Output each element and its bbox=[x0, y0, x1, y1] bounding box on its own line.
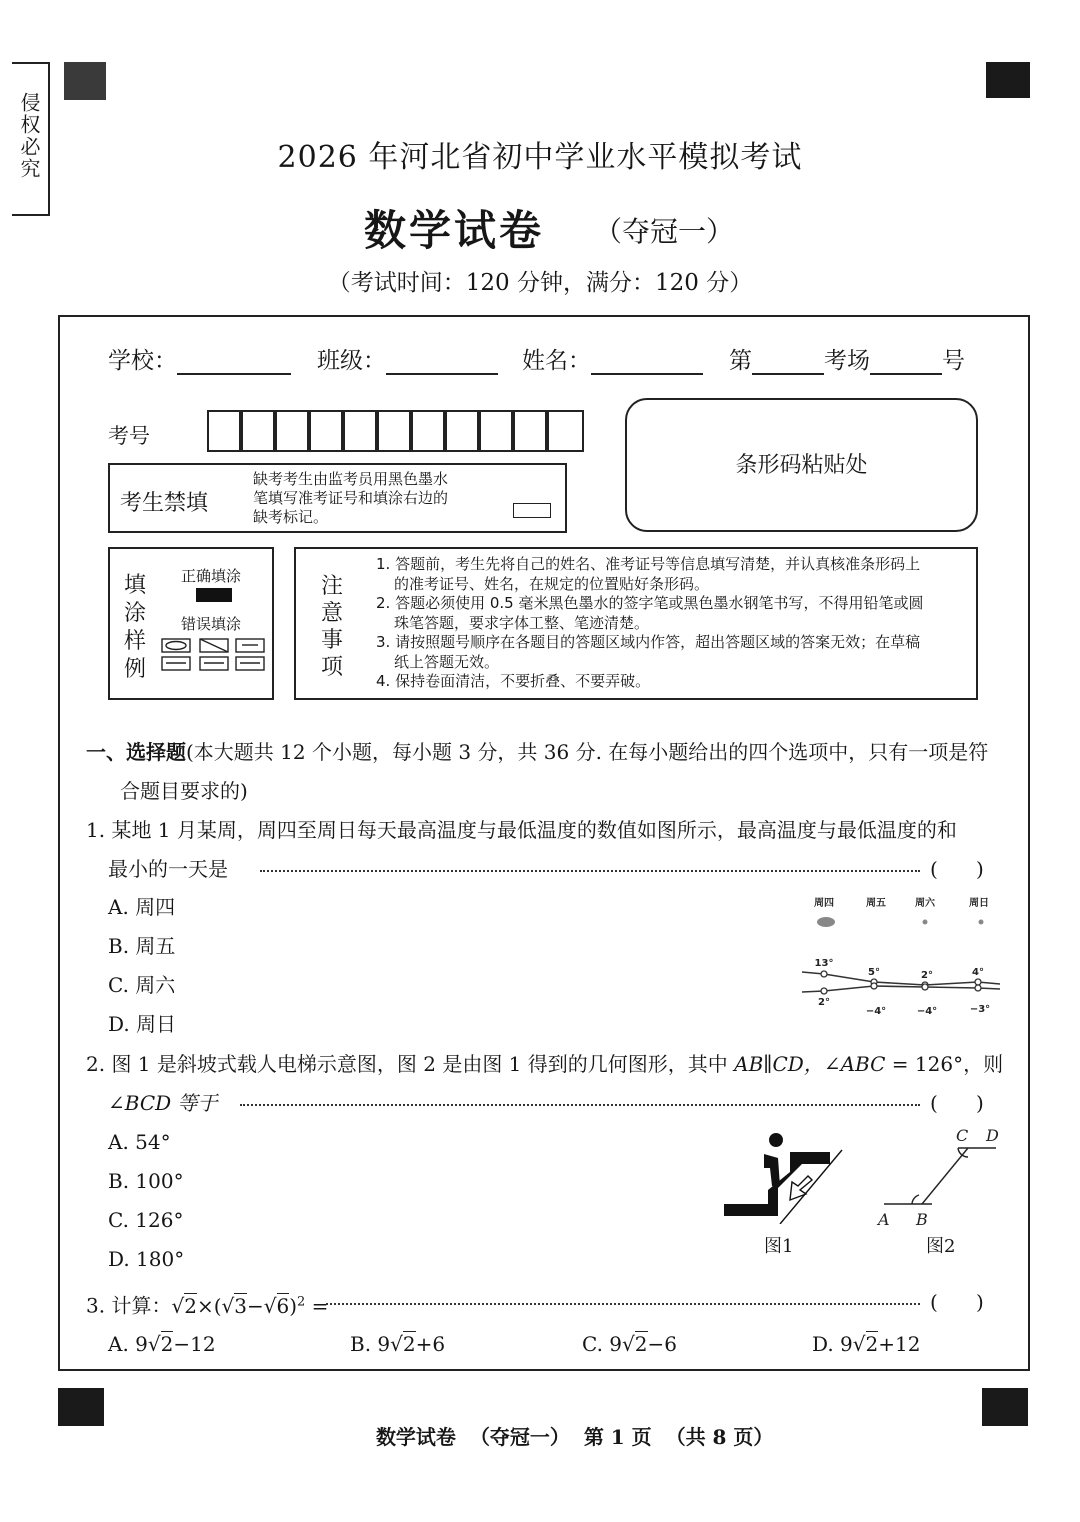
exam-number-cell[interactable] bbox=[275, 410, 309, 452]
correct-fill-example bbox=[196, 588, 232, 602]
q3-answer-paren[interactable]: ( ) bbox=[930, 1290, 984, 1314]
q2-option-c[interactable]: C. 126° bbox=[108, 1208, 184, 1232]
cloud-icon bbox=[817, 917, 835, 927]
q1-temperature-figure bbox=[796, 890, 1006, 1020]
q3-option-b[interactable]: B. 9√2+6 bbox=[350, 1332, 446, 1356]
page-footer bbox=[362, 1397, 773, 1450]
forbidden-note bbox=[253, 470, 448, 527]
q1-leader-dots bbox=[260, 870, 920, 872]
class-label: 班级： bbox=[317, 348, 386, 374]
q2-answer-paren[interactable]: ( ) bbox=[930, 1091, 984, 1115]
registration-mark-bottom-right bbox=[982, 1388, 1028, 1426]
q3-option-d-tail: +12 bbox=[878, 1332, 921, 1356]
forbidden-title: 考生禁填 bbox=[120, 491, 209, 516]
notice-line: 珠笔答题，要求字体工整、笔迹清楚。 bbox=[394, 613, 650, 632]
school-field[interactable] bbox=[177, 347, 291, 375]
q2-option-b[interactable]: B. 100° bbox=[108, 1169, 184, 1193]
notice-char: 事 bbox=[321, 628, 344, 653]
section-heading bbox=[86, 738, 988, 766]
q1-option-a[interactable]: A. 周四 bbox=[108, 895, 176, 919]
exam-number-cell[interactable] bbox=[411, 410, 445, 452]
q1-high-line bbox=[802, 972, 1000, 985]
name-field[interactable] bbox=[591, 347, 703, 375]
q3-expression: $√2\times(√3-√6)^2$ = bbox=[171, 1293, 329, 1318]
q1-low-point bbox=[871, 983, 877, 989]
q1-low-label: 2° bbox=[818, 997, 830, 1008]
time-note: （考试时间：120 分钟，满分：120 分） bbox=[327, 270, 753, 296]
correct-fill-label: 正确填涂 bbox=[181, 567, 242, 585]
q1-low-point bbox=[922, 984, 928, 990]
room-prefix: 第 bbox=[729, 348, 752, 374]
notice-line: 3. 请按照题号顺序在各题目的答题区域内作答，超出答题区域的答案无效；在草稿 bbox=[376, 633, 921, 651]
subject-title bbox=[364, 198, 544, 258]
q3-option-b-tail: +6 bbox=[415, 1332, 446, 1356]
q1-low-point bbox=[821, 988, 827, 994]
fill-sample-title bbox=[124, 572, 148, 684]
section-desc-cont: 合题目要求的) bbox=[120, 779, 248, 803]
fill-sample-char: 涂 bbox=[124, 601, 147, 626]
q1-low-label: −4° bbox=[916, 1006, 938, 1017]
point-c-label: C bbox=[956, 1126, 969, 1145]
q3-option-c[interactable]: C. 9√2−6 bbox=[582, 1332, 677, 1356]
notice-text bbox=[376, 555, 972, 692]
point-a-label: A bbox=[878, 1210, 890, 1229]
registration-mark-bottom-left bbox=[58, 1388, 104, 1426]
fig2-label: 图2 bbox=[926, 1236, 956, 1257]
exam-number-cell[interactable] bbox=[445, 410, 479, 452]
q2-stem-line2: ∠BCD 等于 bbox=[108, 1091, 218, 1115]
forbidden-note-line: 缺考考生由监考员用黑色墨水 bbox=[253, 470, 449, 488]
q2-stem-text: 2. 图 1 是斜坡式载人电梯示意图，图 2 是由图 1 得到的几何图形，其中 bbox=[86, 1052, 735, 1076]
wrong-fill-label: 错误填涂 bbox=[181, 615, 242, 633]
q3-option-d[interactable]: D. 9√2+12 bbox=[812, 1332, 921, 1356]
q1-stem-line1: 1. 某地 1 月某周，周四至周日每天最高温度与最低温度的数值如图所示，最高温度与最低温度的和 bbox=[86, 818, 957, 842]
q1-high-label: 4° bbox=[972, 967, 984, 978]
barcode-label: 条形码粘贴处 bbox=[735, 453, 868, 478]
absence-mark-box[interactable] bbox=[513, 503, 551, 518]
person-body-icon bbox=[764, 1154, 780, 1186]
q2-option-a[interactable]: A. 54° bbox=[108, 1130, 171, 1154]
exam-number-label: 考号 bbox=[108, 424, 150, 448]
q1-option-c[interactable]: C. 周六 bbox=[108, 973, 176, 997]
section-title: 一、选择题 bbox=[86, 740, 186, 764]
exam-number-cell[interactable] bbox=[343, 410, 377, 452]
notice-title bbox=[321, 573, 345, 681]
q1-option-b[interactable]: B. 周五 bbox=[108, 934, 176, 958]
q1-high-label: 2° bbox=[921, 970, 933, 981]
exam-number-cell[interactable] bbox=[513, 410, 547, 452]
q2-leader-dots bbox=[240, 1104, 920, 1106]
class-field[interactable] bbox=[386, 347, 498, 375]
geometry-figure bbox=[872, 1124, 1004, 1232]
section-desc: (本大题共 12 个小题，每小题 3 分，共 36 分. 在每小题给出的四个选项中，只有一项是符 bbox=[186, 740, 989, 764]
person-head-icon bbox=[769, 1133, 783, 1147]
notice-char: 注 bbox=[321, 574, 344, 599]
q1-high-label: 5° bbox=[868, 967, 880, 978]
q1-high-point bbox=[821, 971, 827, 977]
edition-label: （夺冠一） bbox=[594, 215, 735, 248]
q3-option-a-coef: A. 9 bbox=[108, 1332, 148, 1356]
q3-option-a[interactable]: A. 9√2−12 bbox=[108, 1332, 216, 1356]
exam-title: 2026 年河北省初中学业水平模拟考试 bbox=[277, 140, 803, 175]
q1-answer-paren[interactable]: ( ) bbox=[930, 857, 984, 881]
q3-option-c-tail: −6 bbox=[647, 1332, 677, 1356]
room-mid: 考场 bbox=[824, 348, 870, 374]
q2-stem-math: AB∥CD，∠ABC bbox=[734, 1052, 886, 1076]
fill-sample-char: 例 bbox=[124, 657, 147, 682]
notice-char: 意 bbox=[321, 601, 344, 626]
point-b-label: B bbox=[916, 1210, 928, 1229]
copyright-label: 侵权必究 bbox=[17, 92, 41, 180]
seat-number-field[interactable] bbox=[870, 347, 942, 375]
registration-mark-top-left bbox=[64, 62, 106, 100]
sun-icon bbox=[979, 920, 984, 925]
exam-number-cell[interactable] bbox=[241, 410, 275, 452]
q1-low-point bbox=[975, 985, 981, 991]
notice-char: 项 bbox=[321, 655, 344, 680]
q1-stem-line2: 最小的一天是 bbox=[108, 857, 228, 881]
q3-stem bbox=[86, 1288, 328, 1320]
q1-low-label: −4° bbox=[865, 1006, 887, 1017]
down-arrow-icon bbox=[790, 1176, 812, 1200]
exam-number-cell[interactable] bbox=[547, 410, 584, 452]
escalator-figure bbox=[720, 1128, 850, 1224]
forbidden-note-line: 缺考标记。 bbox=[253, 508, 329, 526]
q1-option-d[interactable]: D. 周日 bbox=[108, 1012, 177, 1036]
q1-high-point bbox=[975, 979, 981, 985]
school-label: 学校： bbox=[108, 348, 177, 374]
fill-sample-char: 样 bbox=[124, 629, 147, 654]
subject-name: 数学试卷 bbox=[364, 206, 545, 255]
room-suffix: 号 bbox=[942, 348, 965, 374]
q1-fig-day: 周四 bbox=[814, 898, 834, 909]
info-line bbox=[108, 342, 965, 375]
sun-icon bbox=[923, 920, 928, 925]
exam-number-cell[interactable] bbox=[479, 410, 513, 452]
notice-line: 1. 答题前，考生先将自己的姓名、准考证号等信息填写清楚，并认真核准条形码上 bbox=[376, 555, 921, 573]
footer-edition: （夺冠一） bbox=[469, 1425, 570, 1449]
fig1-label: 图1 bbox=[764, 1236, 794, 1257]
exam-number-cell[interactable] bbox=[309, 410, 343, 452]
point-d-label: D bbox=[986, 1126, 999, 1145]
q3-option-a-tail: −12 bbox=[173, 1332, 216, 1356]
notice-line: 2. 答题必须使用 0.5 毫米黑色墨水的签字笔或黑色墨水钢笔书写，不得用铅笔或圆 bbox=[376, 594, 924, 612]
q1-low-line bbox=[802, 986, 1000, 992]
q3-option-c-coef: C. 9 bbox=[582, 1332, 623, 1356]
q2-stem-tail: = 126°，则 bbox=[885, 1052, 1004, 1076]
notice-line: 纸上答题无效。 bbox=[394, 652, 500, 671]
q1-fig-day: 周六 bbox=[915, 898, 935, 909]
q3-leader-dots bbox=[326, 1303, 920, 1305]
footer-page: 第 1 页 bbox=[583, 1425, 652, 1449]
exam-number-cell[interactable] bbox=[377, 410, 411, 452]
registration-mark-top-right bbox=[986, 62, 1030, 98]
q3-option-b-coef: B. 9 bbox=[350, 1332, 391, 1356]
q1-fig-day: 周五 bbox=[866, 898, 886, 909]
fill-sample-char: 填 bbox=[124, 573, 147, 598]
wrong-fill-examples bbox=[160, 638, 268, 672]
notice-line: 4. 保持卷面清洁，不要折叠、不要弄破。 bbox=[376, 672, 651, 690]
q1-fig-day: 周日 bbox=[969, 898, 989, 909]
q1-high-label: 13° bbox=[814, 958, 834, 969]
forbidden-note-line: 笔填写准考证号和填涂右边的 bbox=[253, 489, 449, 507]
notice-line: 的准考证号、姓名，在规定的位置贴好条形码。 bbox=[394, 574, 710, 593]
q2-option-d[interactable]: D. 180° bbox=[108, 1247, 185, 1271]
footer-subject: 数学试卷 bbox=[375, 1425, 456, 1449]
q3-option-d-coef: D. 9 bbox=[812, 1332, 853, 1356]
name-label: 姓名： bbox=[522, 348, 591, 374]
footer-total: （共 8 页） bbox=[665, 1425, 774, 1449]
room-number-field[interactable] bbox=[752, 347, 824, 375]
exam-number-cell[interactable] bbox=[207, 410, 241, 452]
q2-stem-line1 bbox=[86, 1050, 1003, 1078]
q3-prefix: 3. 计算： bbox=[86, 1293, 172, 1318]
q1-low-label: −3° bbox=[969, 1004, 991, 1015]
